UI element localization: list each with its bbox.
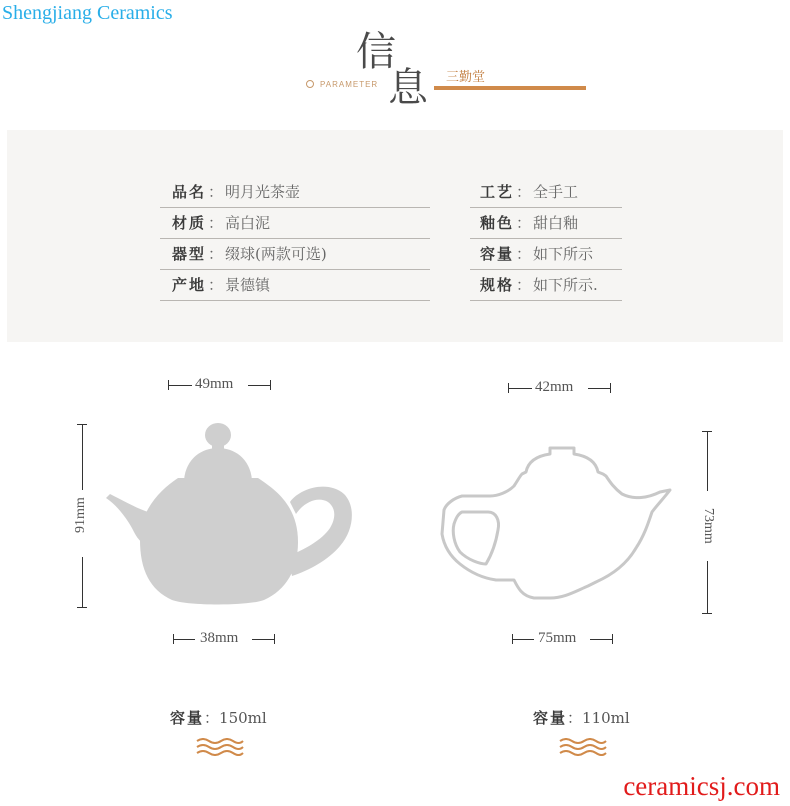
param-row-right-0: [470, 177, 622, 208]
param-row-right-2: [470, 239, 622, 270]
param-colon: ：: [208, 276, 224, 294]
dim-line: [168, 385, 192, 386]
param-colon: ：: [516, 245, 532, 263]
param-label: 工艺: [480, 183, 515, 201]
header-tag: 三勤堂: [446, 70, 486, 85]
param-label: 产地: [172, 276, 207, 294]
parameter-text: PARAMETER: [320, 80, 379, 89]
param-colon: ：: [516, 183, 532, 201]
param-label: 釉色: [480, 214, 515, 232]
dim-tick: [612, 634, 613, 644]
param-value: 缀球(两款可选): [225, 245, 327, 263]
pot2-height: 73mm: [701, 508, 716, 544]
param-value: 景德镇: [225, 276, 271, 294]
param-value: 全手工: [533, 183, 579, 201]
dim-line: [82, 424, 83, 490]
capacity-colon: ：: [567, 709, 583, 727]
watermark-top: Shengjiang Ceramics: [2, 2, 173, 24]
dim-line: [248, 385, 270, 386]
dim-line: [173, 639, 195, 640]
capacity-value: 110ml: [582, 709, 630, 727]
dim-tick: [274, 634, 275, 644]
param-colon: ：: [208, 183, 224, 201]
watermark-bottom: ceramicsj.com: [623, 771, 780, 801]
param-label: 器型: [172, 245, 207, 263]
dim-line: [252, 639, 274, 640]
pot1-capacity: [170, 707, 267, 728]
capacity-label: 容量: [170, 709, 205, 727]
param-colon: ：: [208, 214, 224, 232]
param-label: 容量: [480, 245, 515, 263]
dim-line: [508, 388, 532, 389]
dim-tick: [610, 383, 611, 393]
dim-line: [588, 388, 610, 389]
dim-tick: [77, 607, 87, 608]
header-char-1: 信: [356, 29, 396, 75]
dim-line: [512, 639, 534, 640]
param-row-right-1: [470, 208, 622, 239]
param-value: 明月光茶壶: [225, 183, 301, 201]
capacity-colon: ：: [204, 709, 220, 727]
param-value: 如下所示: [533, 245, 594, 263]
header-accent-line: [434, 86, 586, 90]
param-row-right-3: [470, 270, 622, 301]
param-colon: ：: [516, 214, 532, 232]
wave-icon: [559, 738, 607, 756]
capacity-value: 150ml: [219, 709, 267, 727]
param-row-left-1: [160, 208, 430, 239]
pot2-base-width: 75mm: [538, 630, 577, 646]
capacity-label: 容量: [533, 709, 568, 727]
dim-line: [707, 561, 708, 613]
pot1-base-width: 38mm: [200, 630, 239, 646]
pot1-top-width: 49mm: [195, 376, 234, 392]
param-value: 如下所示.: [533, 276, 598, 294]
param-colon: ：: [516, 276, 532, 294]
circle-icon: [306, 80, 314, 88]
param-row-left-3: [160, 270, 430, 301]
dim-line: [707, 431, 708, 491]
teapot-1-silhouette: [100, 420, 356, 610]
header-char-2: 息: [388, 65, 428, 111]
param-label: 规格: [480, 276, 515, 294]
header-parameter-label: [306, 80, 378, 89]
param-value: 高白泥: [225, 214, 271, 232]
dim-tick: [702, 613, 712, 614]
param-label: 品名: [172, 183, 207, 201]
dim-line: [590, 639, 612, 640]
wave-icon: [196, 738, 244, 756]
teapot-2-outline: [438, 440, 678, 608]
pot2-top-width: 42mm: [535, 379, 574, 395]
pot1-height: 91mm: [73, 497, 88, 533]
param-row-left-0: [160, 177, 430, 208]
param-label: 材质: [172, 214, 207, 232]
dim-tick: [270, 380, 271, 390]
dim-line: [82, 557, 83, 607]
param-value: 甜白釉: [533, 214, 579, 232]
pot2-capacity: [533, 707, 630, 728]
param-colon: ：: [208, 245, 224, 263]
param-row-left-2: [160, 239, 430, 270]
